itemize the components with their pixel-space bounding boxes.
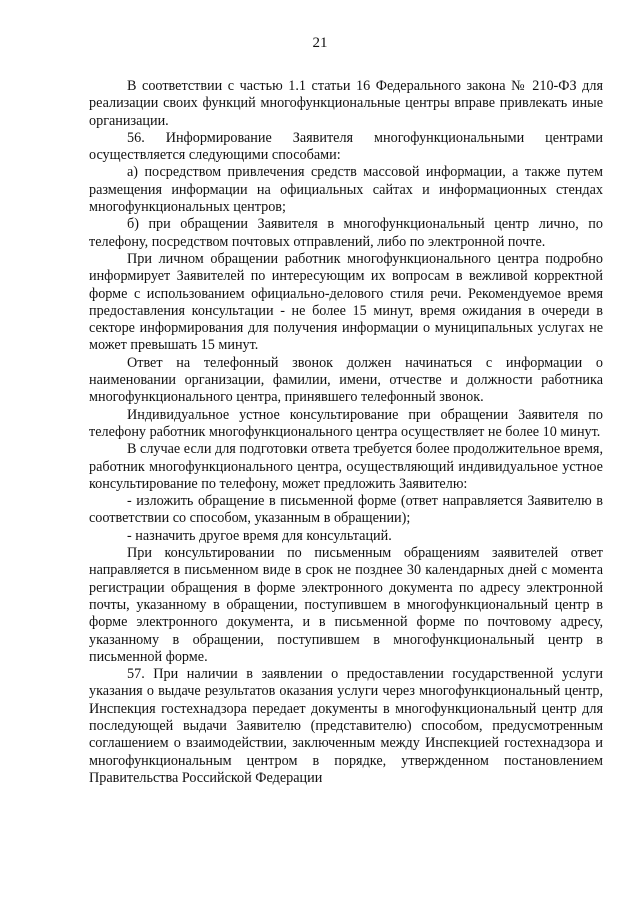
paragraph-written-requests: При консультировании по письменным обращениям заявителей ответ направляется в письменном виде в срок не позднее 30 календарных дней с момента регистрации обращения в форме электронного документа по адресу электронной почты, указанному в обращении, поступившем в многофункциональный центр в форме электронного документа, и в письменной форме по почтовому адресу, указанному в обращении, поступившем в многофункциональный центр в письменной форме. (89, 545, 603, 665)
paragraph-item-a: а) посредством привлечения средств массовой информации, а также путем размещения информации на официальных сайтах и информационных стендах многофункциональных центров; (89, 164, 603, 216)
document-body (89, 78, 603, 787)
paragraph-option-written: - изложить обращение в письменной форме (ответ направляется Заявителю в соответствии со способом, указанным в обращении); (89, 493, 603, 527)
paragraph-mfc-organizations: В соответствии с частью 1.1 статьи 16 Федерального закона № 210-ФЗ для реализации своих функций многофункциональные центры вправе привлекать иные организации. (89, 78, 603, 129)
paragraph-phone-answer: Ответ на телефонный звонок должен начинаться с информации о наименовании организации, фамилии, имени, отчестве и должности работника многофункционального центра, принявшего телефонный звонок. (89, 354, 603, 406)
page-number: 21 (312, 35, 328, 51)
paragraph-56-heading: 56. Информирование Заявителя многофункциональными центрами осуществляется следующими способами: (89, 129, 603, 164)
paragraph-personal-visit: При личном обращении работник многофункционального центра подробно информирует Заявителей по интересующим их вопросам в вежливой корректной форме с использованием официально-делового стиля речи. Рекомендуемое время предоставления консультации - не более 15 минут, время ожидания в очереди в секторе информирования для получения информации о муниципальных услугах не может превышать 15 минут. (89, 250, 603, 354)
paragraph-option-reschedule: - назначить другое время для консультаций. (127, 527, 392, 544)
paragraph-item-b: б) при обращении Заявителя в многофункциональный центр лично, по телефону, посредством почтовых отправлений, либо по электронной почте. (89, 216, 603, 250)
paragraph-longer-answer: В случае если для подготовки ответа требуется более продолжительное время, работник многофункционального центра, осуществляющий индивидуальное устное консультирование по телефону, может предложить Заявителю: (89, 441, 603, 492)
paragraph-phone-duration: Индивидуальное устное консультирование при обращении Заявителя по телефону работник многофункционального центра осуществляет не более 10 минут. (89, 406, 603, 440)
paragraph-57: 57. При наличии в заявлении о предоставлении государственной услуги указания о выдаче результатов оказания услуги через многофункциональный центр, Инспекция гостехнадзора передает документы в многофункциональный центр для последующей выдачи Заявителю (представителю) способом, предусмотренным соглашением о взаимодействии, заключенным между Инспекцией гостехнадзора и многофункциональным центром в порядке, утвержденном постановлением Правительства Российской Федерации (89, 666, 603, 786)
